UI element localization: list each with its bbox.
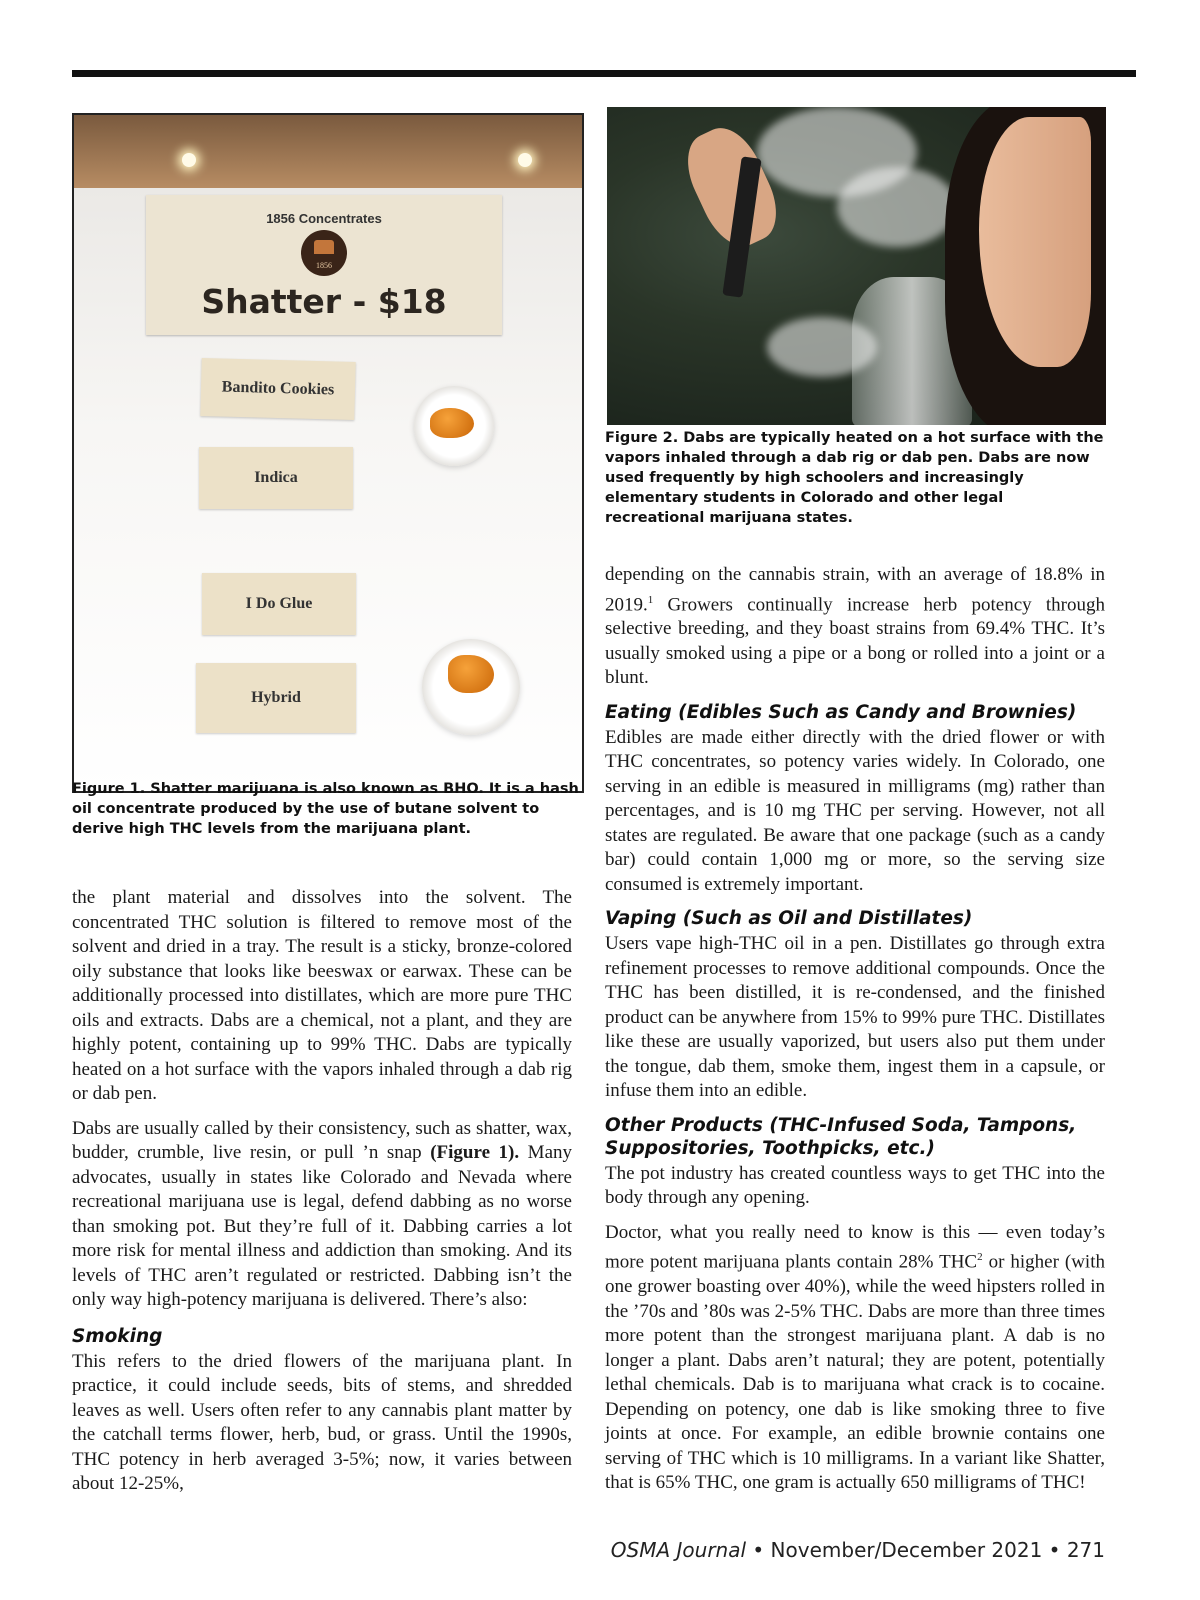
ceiling-light bbox=[182, 153, 196, 167]
paragraph: This refers to the dried flowers of the marijuana plant. In practice, it could include seeds, bits of stems, and shredded leaves as well. Users often refer to any cannabis plant matter by the catchall terms flower, herb, bud, or grass. Until the 1990s, THC potency in herb averaged 3-5%; now, it varies between about 12-25%, bbox=[72, 1350, 572, 1494]
figure-2-caption: Figure 2. Dabs are typically heated on a hot surface with the vapors inhaled through a dab rig or dab pen. Dabs are now used frequently by high schoolers and increasingly elementary students in Colorado and other legal recreational marijuana states. bbox=[605, 430, 1104, 526]
paragraph: Edibles are made either directly with the dried flower or with THC concentrates, so potency varies widely. In Colorado, one serving in an edible is measured in milligrams (mg) rather than percentages, and is 10 mg THC per serving. However, not all states are regulated. Be aware that one package (such as a candy bar) could contain 1,000 mg or more, so the serving size consumed is extremely important. bbox=[605, 726, 1105, 895]
vapor-cloud bbox=[767, 317, 877, 377]
paragraph bbox=[605, 1221, 1105, 1496]
paragraph bbox=[605, 563, 1105, 691]
vapor-cloud bbox=[837, 167, 957, 247]
footnote-marker: 1 bbox=[647, 593, 654, 606]
figure-1-caption: Figure 1. Shatter marijuana is also known as BHO. It is a hash oil concentrate produced by the use of butane solvent to derive high THC levels from the marijuana plant. bbox=[72, 781, 579, 837]
text-run: Dabs are usually called by their consistency, such as shatter, wax, budder, crumble, live resin, or pull ’n snap bbox=[72, 1117, 572, 1163]
ceiling-wood bbox=[74, 115, 582, 188]
section-heading: Other Products (THC-Infused Soda, Tampons, Suppositories, Toothpicks, etc.) bbox=[605, 1114, 1077, 1159]
paragraph: The pot industry has created countless ways to get THC into the body through any opening. bbox=[605, 1162, 1105, 1209]
paragraph bbox=[72, 1117, 572, 1313]
issue-info: • November/December 2021 • 271 bbox=[746, 1538, 1105, 1562]
strain-tag: I Do Glue bbox=[202, 573, 356, 635]
footnote-marker: 2 bbox=[977, 1251, 983, 1264]
text-run: Doctor, what you really need to know is this — even today’s more potent marijuana plants contain 28% THC bbox=[605, 1221, 1105, 1273]
section-heading: Smoking bbox=[72, 1325, 163, 1347]
section-heading: Eating (Edibles Such as Candy and Brownies) bbox=[605, 701, 1077, 723]
figure-1-photo bbox=[72, 113, 584, 793]
left-column bbox=[72, 886, 572, 1497]
paragraph: the plant material and dissolves into the solvent. The concentrated THC solution is filtered to remove most of the solvent and dried in a tray. The result is a sticky, bronze-colored oily substance that looks like beeswax or earwax. These can be additionally processed into distillates, which are more pure THC oils and extracts. Dabs are a chemical, not a plant, and they are highly potent, containing up to 99% THC. Dabs are typically heated on a hot surface with the vapors inhaled through a dab rig or dab pen. bbox=[72, 887, 572, 1104]
price-sign bbox=[146, 195, 502, 335]
right-column bbox=[605, 563, 1105, 1496]
text-run: Many advocates, usually in states like Colorado and Nevada where recreational marijuana use is legal, defend dabbing as no worse than smoking pot. But they’re full of it. Dabbing carries a lot more risk for mental illness and addiction than smoking. And its levels of THC aren’t regulated or restricted. Dabbing isn’t the only way high-potency marijuana is delivered. There’s also: bbox=[72, 1142, 572, 1310]
top-rule bbox=[72, 70, 1136, 77]
brand-logo-icon bbox=[301, 230, 347, 276]
paragraph: Users vape high-THC oil in a pen. Distillates go through extra refinement processes to remove additional compounds. Once the THC has been distilled, it is re-condensed, and the finished product can be anywhere from 15% to 99% pure THC. Distillates like these are usually vaporized, but users also put them under the tongue, dab them, smoke them, ingest them in a capsule, or infuse them into an edible. bbox=[605, 933, 1105, 1102]
shatter-dish bbox=[414, 386, 494, 466]
shatter-sample bbox=[448, 655, 494, 693]
text-run: or higher (with one grower boasting over 40%), while the weed hipsters rolled in the ’70s and ’80s was 2-5% THC. Dabs are more than three times more potent than the strongest marijuana plant. A dab is no longer a plant. Dabs aren’t natural; they are potent, potentially lethal chemicals. Dab is to marijuana what crack is to cocaine. Depending on potency, one dab is like smoking three to five joints at once. For example, an edible brownie contains one serving of THC which is 10 milligrams. In a variant like Shatter, that is 65% THC, one gram is actually 650 milligrams of THC! bbox=[605, 1251, 1105, 1494]
text-run: Growers continually increase herb potency through selective breeding, and they boast strains from 69.4% THC. It’s usually smoked using a pipe or a bong or rolled into a joint or a blunt. bbox=[605, 593, 1105, 689]
strain-tag: Indica bbox=[199, 447, 353, 509]
section-heading: Vaping (Such as Oil and Distillates) bbox=[605, 908, 973, 930]
sign-price: Shatter - $18 bbox=[201, 282, 447, 321]
text-run: depending on the cannabis strain, with an average of 18.8% in 2019. bbox=[605, 564, 1105, 615]
ceiling-light bbox=[518, 153, 532, 167]
strain-tag: Hybrid bbox=[196, 663, 356, 733]
sign-brand: 1856 Concentrates bbox=[266, 211, 382, 226]
shatter-dish bbox=[422, 639, 520, 735]
shatter-sample bbox=[430, 408, 474, 438]
strain-tag: Bandito Cookies bbox=[200, 358, 355, 420]
journal-name: OSMA Journal bbox=[610, 1538, 747, 1562]
figure-2-photo bbox=[607, 107, 1106, 425]
logo-text: 1856 bbox=[316, 261, 332, 270]
page-footer bbox=[611, 1538, 1105, 1562]
figure-reference: (Figure 1). bbox=[430, 1142, 520, 1163]
